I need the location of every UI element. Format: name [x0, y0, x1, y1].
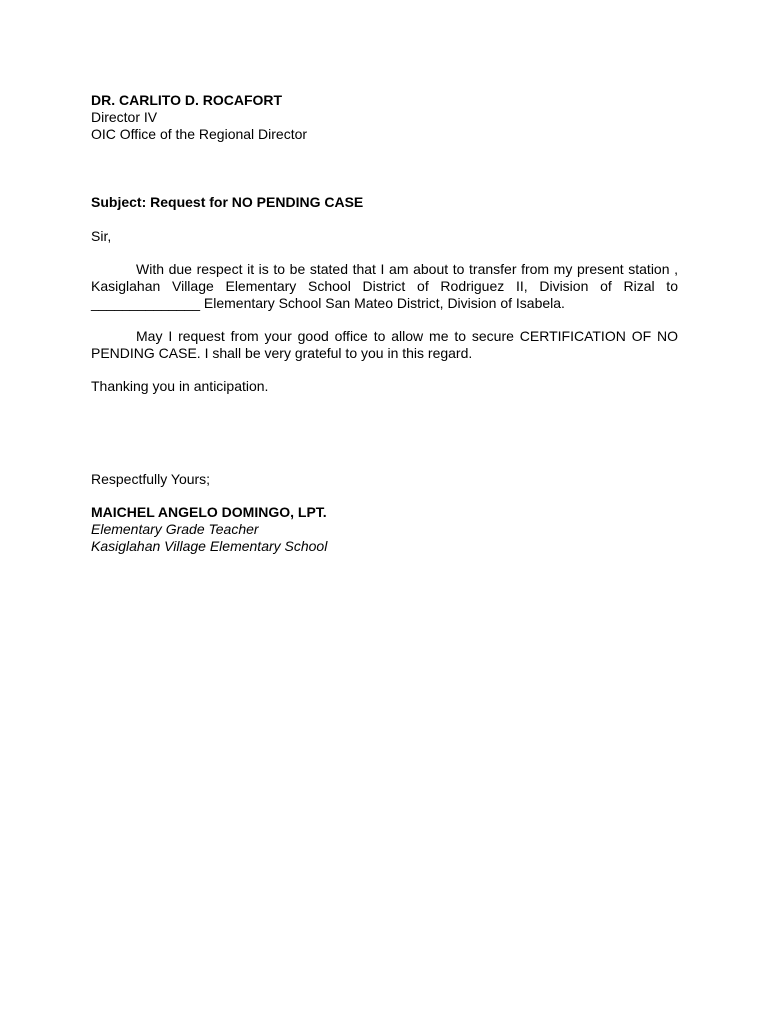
closing-line: Respectfully Yours;: [91, 471, 211, 487]
signer-school: Kasiglahan Village Elementary School: [91, 538, 328, 554]
addressee-office: OIC Office of the Regional Director: [91, 126, 308, 142]
salutation: Sir,: [91, 228, 112, 244]
subject-line: Subject: Request for NO PENDING CASE: [91, 194, 364, 210]
addressee-name: DR. CARLITO D. ROCAFORT: [91, 92, 283, 108]
body-paragraph-transfer: With due respect it is to be stated that I am about to transfer from my present station , Kasiglahan Village Elementary School District of Rodriguez II, Division of Rizal to ______________ Elementary School San Mateo District, Division of Isabela.: [91, 261, 678, 311]
addressee-position: Director IV: [91, 109, 158, 125]
thanks-line: Thanking you in anticipation.: [91, 378, 269, 394]
letter-page: [91, 92, 678, 555]
addressee-block: [91, 92, 678, 143]
signer-block: [91, 504, 678, 555]
body-paragraph-request: May I request from your good office to allow me to secure CERTIFICATION OF NO PENDING CASE. I shall be very grateful to you in this regard.: [91, 328, 678, 361]
signer-name: MAICHEL ANGELO DOMINGO, LPT.: [91, 504, 327, 520]
signer-title: Elementary Grade Teacher: [91, 521, 259, 537]
